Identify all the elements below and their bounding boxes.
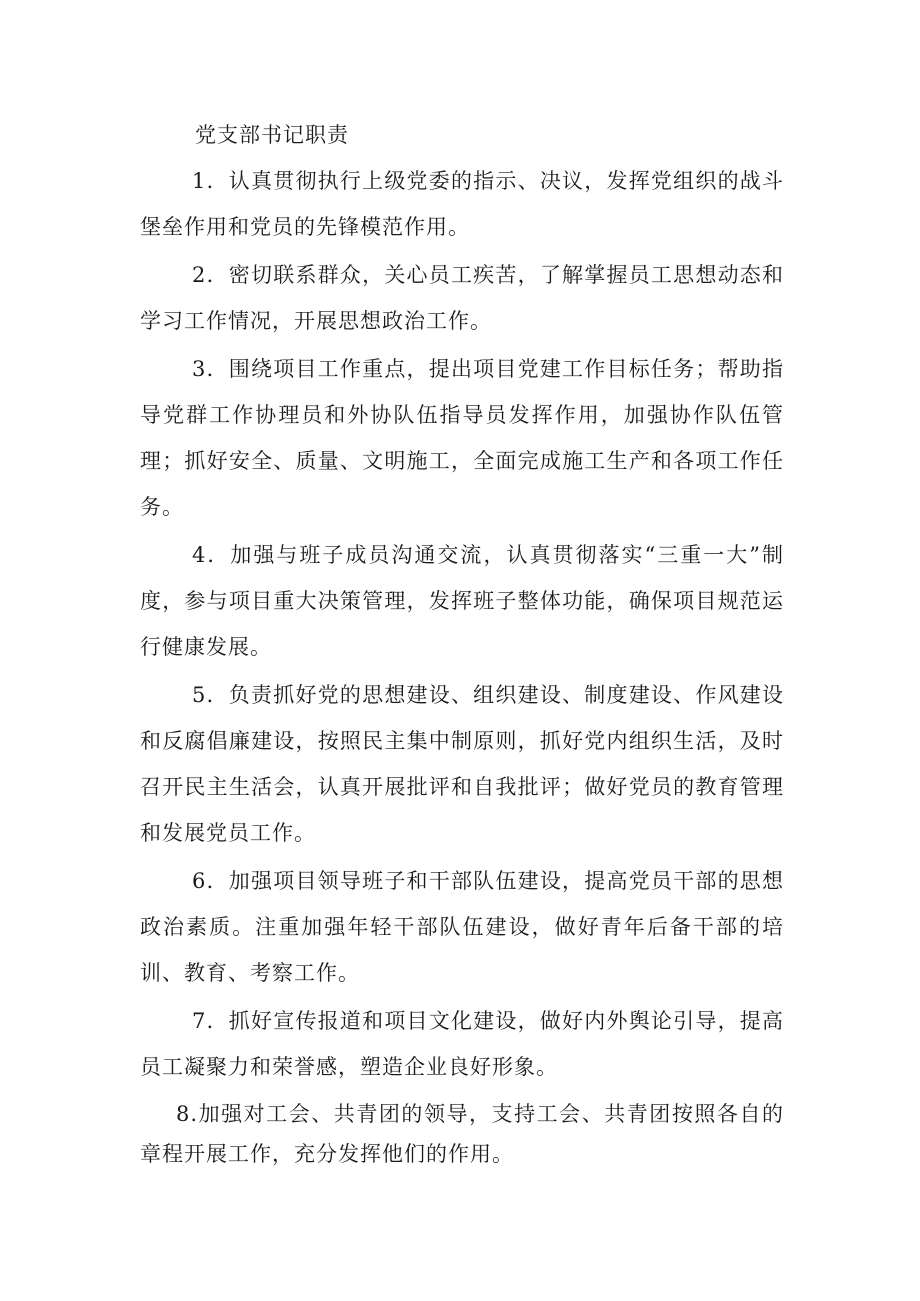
paragraph-1: 1．认真贯彻执行上级党委的指示、决议，发挥党组织的战斗堡垒作用和党员的先锋模范作用。	[140, 169, 784, 239]
paragraph-7: 7．抓好宣传报道和项目文化建设，做好内外舆论引导，提高员工凝聚力和荣誉感，塑造企业良好形象。	[140, 1009, 784, 1079]
paragraph-5: 5．负责抓好党的思想建设、组织建设、制度建设、作风建设和反腐倡廉建设，按照民主集中制原则，抓好党内组织生活，及时召开民主生活会，认真开展批评和自我批评；做好党员的教育管理和发展党员工作。	[140, 683, 784, 845]
paragraph-3: 3．围绕项目工作重点，提出项目党建工作目标任务；帮助指导党群工作协理员和外协队伍指导员发挥作用，加强协作队伍管理；抓好安全、质量、文明施工，全面完成施工生产和各项工作任务。	[140, 357, 784, 519]
paragraph-2: 2．密切联系群众，关心员工疾苦，了解掌握员工思想动态和学习工作情况，开展思想政治工作。	[140, 263, 784, 333]
document-body	[140, 112, 784, 1176]
paragraph-6: 6．加强项目领导班子和干部队伍建设，提高党员干部的思想政治素质。注重加强年轻干部队伍建设，做好青年后备干部的培训、教育、考察工作。	[140, 869, 784, 985]
paragraph-8: 8.加强对工会、共青团的领导，支持工会、共青团按照各自的章程开展工作，充分发挥他们的作用。	[140, 1102, 784, 1166]
document-title: 党支部书记职责	[195, 123, 349, 147]
paragraph-4: 4．加强与班子成员沟通交流，认真贯彻落实“三重一大”制度，参与项目重大决策管理，发挥班子整体功能，确保项目规范运行健康发展。	[140, 543, 784, 659]
